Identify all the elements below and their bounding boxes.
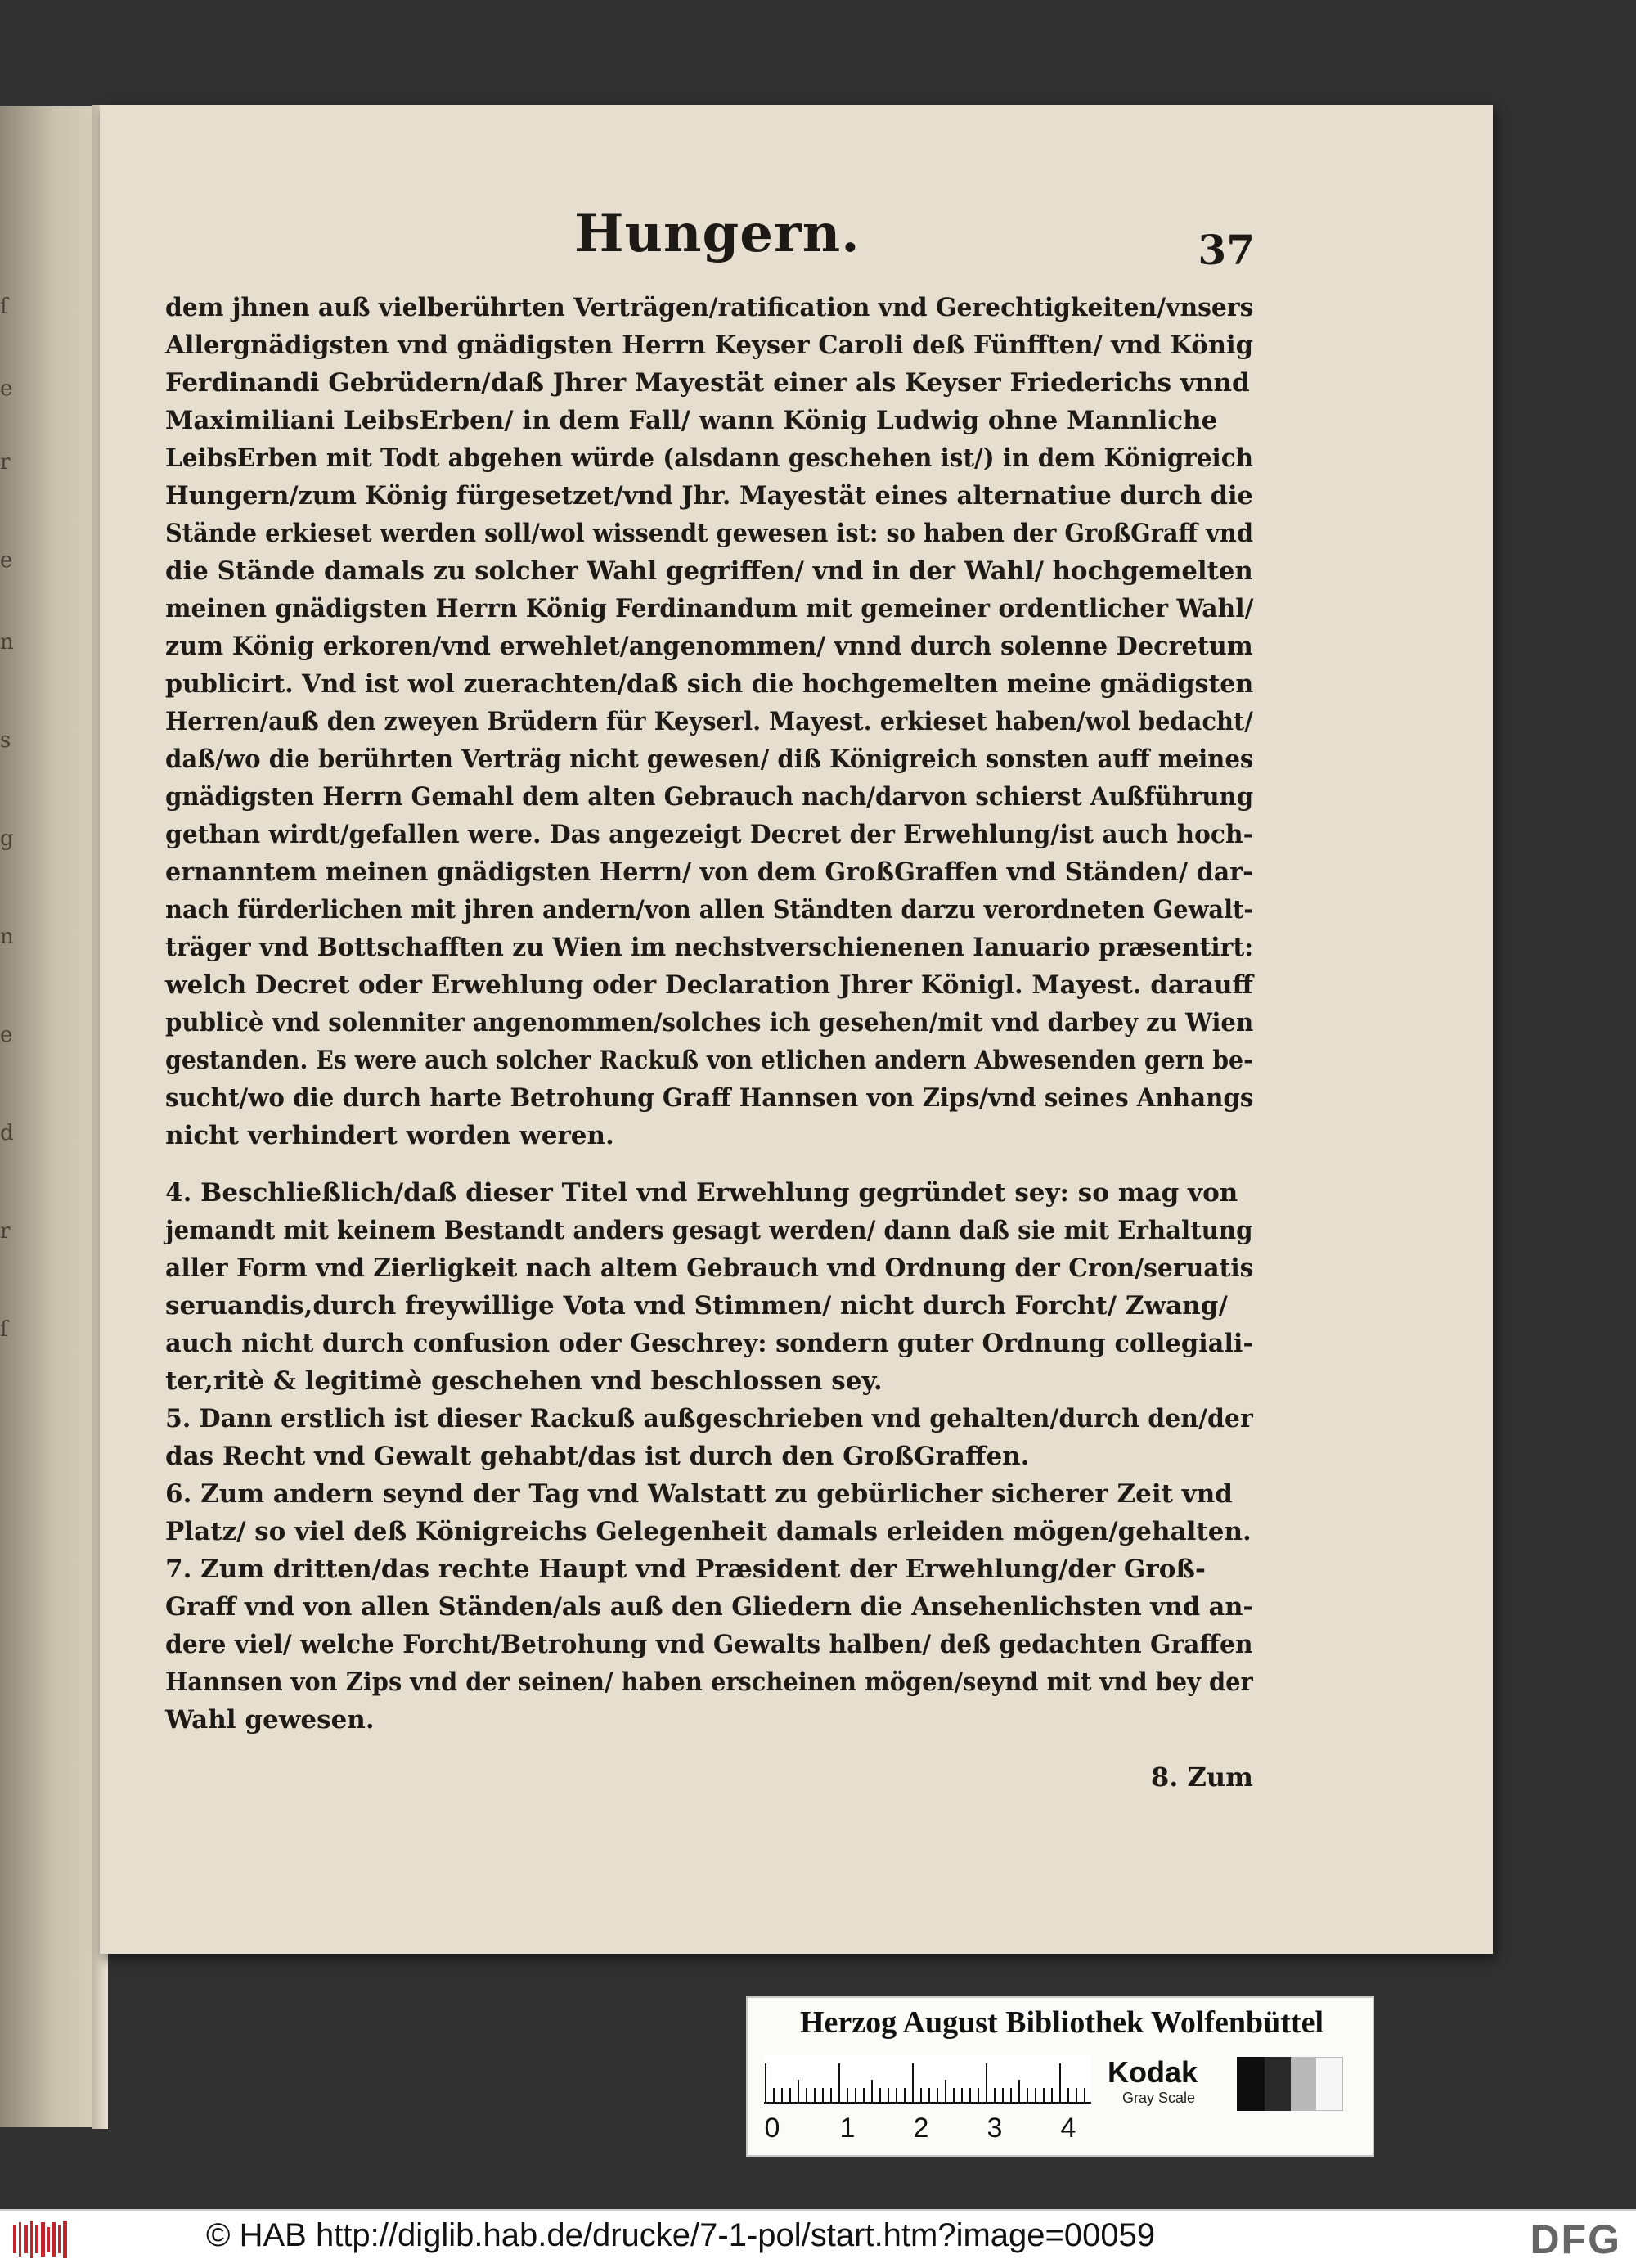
previous-page-glyph: d: [0, 1121, 14, 1145]
text-line: 5. Dann erstlich ist dieser Rackuß außgeschrieben vnd gehalten/durch den/der: [165, 1404, 1253, 1433]
text-line: dere viel/ welche Forcht/Betrohung vnd Gewalts halben/ deß gedachten Graffen: [165, 1630, 1253, 1659]
footer-bar: [0, 2209, 1636, 2268]
text-line: Graff vnd von allen Ständen/als auß den Gliedern die Ansehenlichsten vnd an-: [165, 1592, 1253, 1622]
previous-page-glyph: n: [0, 630, 14, 655]
text-line: Herren/auß den zweyen Brüdern für Keyserl. Mayest. erkieset haben/wol bedacht/: [165, 707, 1253, 736]
previous-page-glyph: r: [0, 1219, 11, 1244]
text-line: sucht/wo die durch harte Betrohung Graff Hannsen von Zips/vnd seines Anhangs: [165, 1083, 1254, 1113]
text-line: gnädigsten Herrn Gemahl dem alten Gebrauch nach/darvon schierst Außführung: [165, 782, 1254, 812]
text-line: 6. Zum andern seynd der Tag vnd Walstatt zu gebürlicher sicherer Zeit vnd: [165, 1479, 1233, 1509]
text-line: die Stände damals zu solcher Wahl gegriffen/ vnd in der Wahl/ hochgemelten: [165, 556, 1253, 586]
text-line: 7. Zum dritten/das rechte Haupt vnd Præsident der Erwehlung/der Groß-: [165, 1555, 1206, 1584]
text-line: aller Form vnd Zierligkeit nach altem Gebrauch vnd Ordnung der Cron/seruatis: [165, 1253, 1254, 1283]
previous-page-glyph: ſ: [0, 295, 8, 319]
text-line: Allergnädigsten vnd gnädigsten Herrn Keyser Caroli deß Fünfften/ vnd König: [165, 331, 1254, 360]
text-line: gestanden. Es were auch solcher Rackuß von etlichen andern Abwesenden gern be-: [165, 1046, 1253, 1075]
text-line: publicè vnd solenniter angenommen/solches ich gesehen/mit vnd darbey zu Wien: [165, 1008, 1254, 1037]
previous-page-glyph: e: [0, 376, 13, 401]
previous-page-glyph: g: [0, 826, 14, 851]
text-line: 4. Beschließlich/daß dieser Titel vnd Erwehlung gegründet sey: so mag von: [165, 1178, 1238, 1208]
library-name: Herzog August Bibliothek Wolfenbüttel: [799, 2005, 1324, 2040]
gray-patch: [1291, 2057, 1315, 2111]
text-line: nicht verhindert worden weren.: [165, 1121, 614, 1150]
text-line: Maximiliani LeibsErben/ in dem Fall/ wann König Ludwig ohne Mannliche: [165, 406, 1218, 435]
text-line: Stände erkieset werden soll/wol wissendt gewesen ist: so haben der GroßGraff vnd: [165, 519, 1253, 548]
text-line: seruandis,durch freywillige Vota vnd Stimmen/ nicht durch Forcht/ Zwang/: [165, 1291, 1228, 1321]
kodak-brand: Kodak: [1108, 2055, 1198, 2089]
text-line: dem jhnen auß vielberührten Verträgen/ratification vnd Gerechtigkeiten/vnsers: [165, 293, 1254, 322]
previous-page-glyph: n: [0, 925, 14, 949]
paragraph-gap: [165, 1154, 1253, 1174]
text-line: gethan wirdt/gefallen were. Das angezeigt Decret der Erwehlung/ist auch hoch-: [165, 820, 1254, 849]
text-line: Hungern/zum König fürgesetzet/vnd Jhr. Mayestät eines alternatiue durch die: [165, 481, 1253, 511]
dfg-barcode-logo-icon: [11, 2219, 70, 2260]
catchword: 8. Zum: [1150, 1762, 1253, 1793]
scale-numbers: [756, 2113, 1099, 2145]
running-header: Hungern.: [574, 203, 861, 264]
text-line: ter,ritè & legitimè geschehen vnd beschlossen sey.: [165, 1366, 883, 1396]
dfg-logo: DFG: [1530, 2216, 1621, 2262]
text-line: daß/wo die berührten Verträg nicht gewesen/ diß Königreich sonsten auff meines: [165, 745, 1254, 774]
text-line: Hannsen von Zips vnd der seinen/ haben erscheinen mögen/seynd mit vnd bey der: [165, 1667, 1253, 1697]
previous-page-glyph: s: [0, 728, 11, 753]
text-line: Platz/ so viel deß Königreichs Gelegenheit damals erleiden mögen/gehalten.: [165, 1517, 1252, 1546]
text-line: welch Decret oder Erwehlung oder Declaration Jhrer Königl. Mayest. darauff: [165, 970, 1253, 1000]
scale-number: 0: [764, 2113, 780, 2144]
gray-scale-patches: [1237, 2057, 1343, 2111]
gray-patch: [1315, 2057, 1343, 2111]
scanned-page: [100, 105, 1493, 1954]
previous-page-glyph: e: [0, 1023, 13, 1047]
text-line: nach fürderlichen mit jhren andern/von allen Ständten darzu verordneten Gewalt-: [165, 895, 1254, 925]
library-scale-card: [746, 1996, 1374, 2157]
gray-patch: [1237, 2057, 1265, 2111]
text-line: zum König erkoren/vnd erwehlet/angenommen/ vnnd durch solenne Decretum: [165, 632, 1253, 661]
text-line: das Recht vnd Gewalt gehabt/das ist durch den GroßGraffen.: [165, 1442, 1030, 1471]
previous-page-glyph: r: [0, 450, 11, 475]
copyright-link[interactable]: © HAB http://diglib.hab.de/drucke/7-1-pol/start.htm?image=00059: [206, 2217, 1156, 2253]
gray-scale-label: Gray Scale: [1122, 2090, 1196, 2106]
text-line: meinen gnädigsten Herrn König Ferdinandum mit gemeiner ordentlicher Wahl/: [165, 594, 1254, 623]
previous-page-glyph: e: [0, 548, 13, 573]
previous-page-edge: [0, 106, 98, 2127]
scale-number: 1: [839, 2113, 856, 2144]
text-line: Wahl gewesen.: [165, 1705, 375, 1735]
scale-number: 2: [913, 2113, 929, 2144]
previous-page-glyph: ſ: [0, 1317, 8, 1342]
text-line: jemandt mit keinem Bestandt anders gesagt werden/ dann daß sie mit Erhaltung: [165, 1216, 1253, 1245]
scale-number: 4: [1060, 2113, 1076, 2144]
body-text: [165, 289, 1253, 1739]
ruler-icon: [764, 2055, 1091, 2104]
text-line: LeibsErben mit Todt abgehen würde (alsdann geschehen ist/) in dem Königreich: [165, 443, 1254, 473]
gray-patch: [1265, 2057, 1291, 2111]
text-line: träger vnd Bottschafften zu Wien im nechstverschienenen Ianuario præsentirt:: [165, 933, 1254, 962]
text-line: auch nicht durch confusion oder Geschrey: sondern guter Ordnung collegiali-: [165, 1329, 1254, 1358]
page-number: 37: [1198, 226, 1255, 274]
text-line: publicirt. Vnd ist wol zuerachten/daß sich die hochgemelten meine gnädigsten: [165, 669, 1254, 699]
scale-number: 3: [987, 2113, 1003, 2144]
text-line: Ferdinandi Gebrüdern/daß Jhrer Mayestät einer als Keyser Friederichs vnnd: [165, 368, 1250, 398]
text-line: ernanntem meinen gnädigsten Herrn/ von dem GroßGraffen vnd Ständen/ dar-: [165, 857, 1253, 887]
